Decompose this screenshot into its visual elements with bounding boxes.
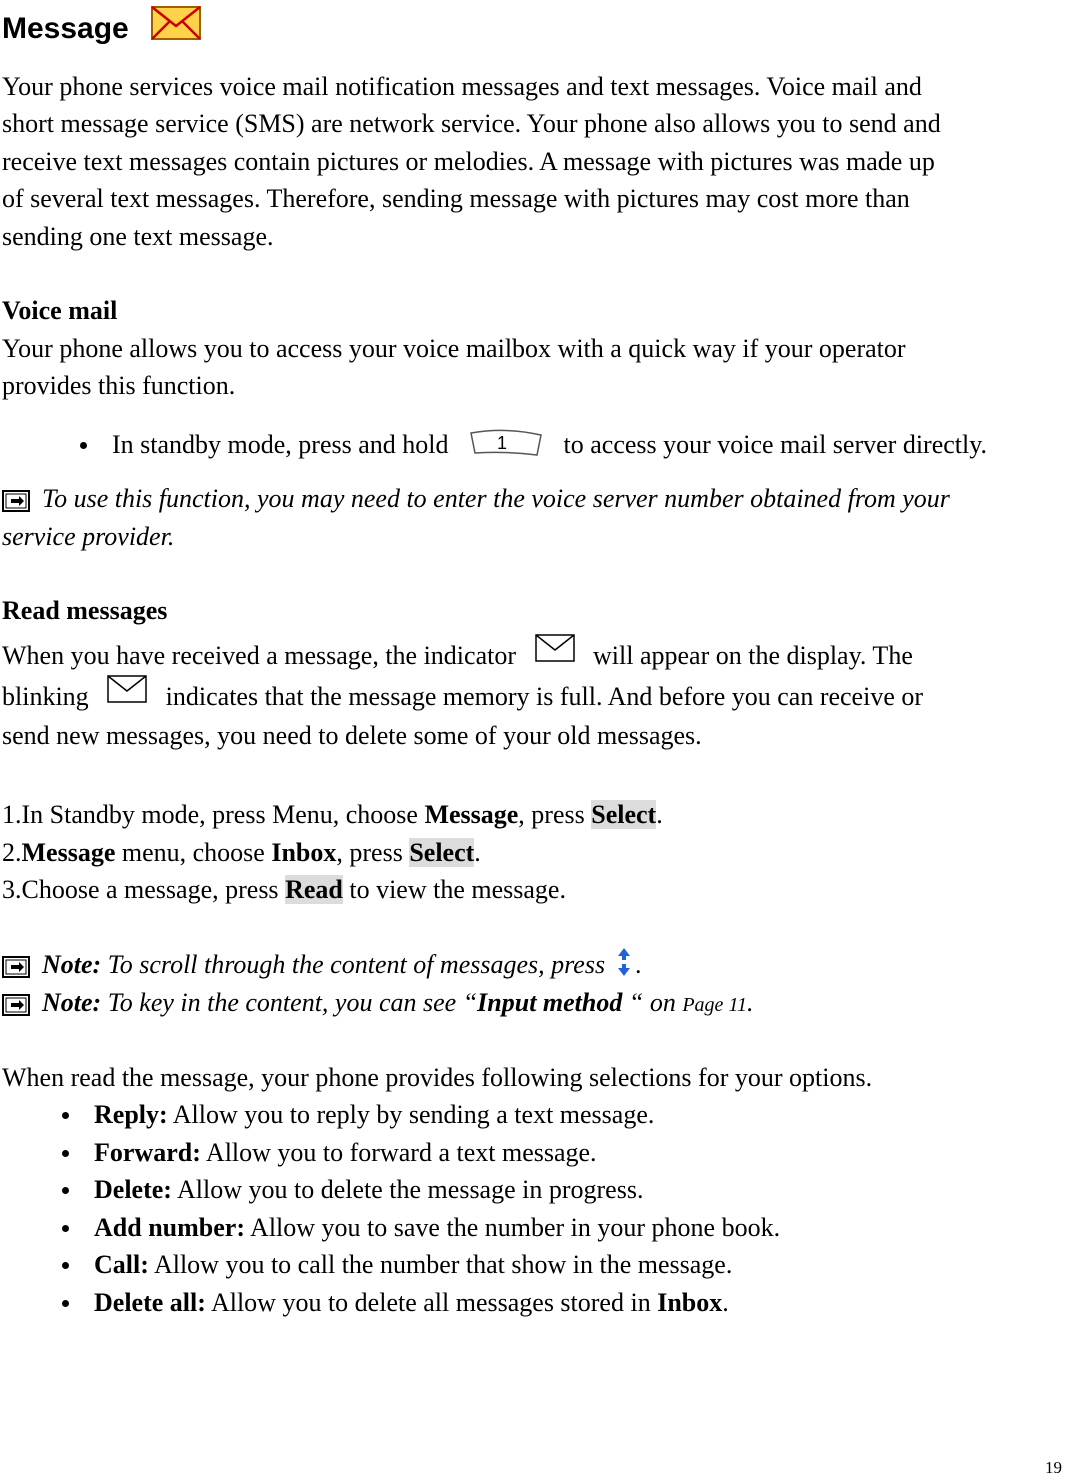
envelope-blinking-icon (107, 675, 147, 703)
bullet-dot (62, 1187, 69, 1194)
option-item (94, 1284, 729, 1321)
key-label: 1 (497, 433, 508, 453)
note-text: . (635, 950, 643, 979)
step-3 (2, 871, 566, 908)
bullet-dot (80, 442, 87, 449)
voice-mail-heading: Voice mail (2, 296, 118, 325)
read-key-label: Read (285, 875, 343, 904)
note-text: To scroll through the content of messages, press (101, 950, 606, 979)
voice-mail-note (2, 480, 950, 517)
note-scroll (2, 946, 642, 983)
note-icon (2, 994, 30, 1016)
note-label: Note: (42, 950, 102, 979)
option-bold: Inbox (657, 1288, 723, 1317)
bullet-text: In standby mode, press and hold (112, 430, 449, 459)
bullet-dot (62, 1112, 69, 1119)
up-down-arrow-icon (616, 947, 632, 977)
step-text: 2. (2, 838, 22, 867)
step-1 (2, 796, 663, 833)
option-text: Allow you to save the number in your phone book. (244, 1213, 781, 1242)
step-text: 3.Choose a message, press (2, 875, 286, 904)
option-label: Add number: (94, 1213, 245, 1242)
note-label: Note: (42, 988, 102, 1017)
option-text: Allow you to call the number that show in the message. (148, 1250, 733, 1279)
option-item (94, 1209, 780, 1246)
step-text: . (474, 838, 481, 867)
step-bold: Inbox (271, 838, 337, 867)
option-label: Reply: (94, 1100, 168, 1129)
note-text: To use this function, you may need to enter the voice server number obtained from your (42, 484, 950, 513)
page-reference: Page 11 (682, 994, 747, 1016)
voice-mail-note-cont: service provider. (2, 522, 175, 551)
option-text: Allow you to delete the message in progress. (171, 1175, 644, 1204)
line-text: indicates that the message memory is full. And before you can receive or (165, 682, 924, 711)
option-label: Call: (94, 1250, 149, 1279)
note-bold: Input method (477, 988, 623, 1017)
bullet-text-after: to access your voice mail server directly. (563, 430, 988, 459)
line-text: When you have received a message, the indicator (2, 641, 516, 670)
option-label: Forward: (94, 1138, 201, 1167)
bullet-dot (62, 1262, 69, 1269)
option-item (94, 1134, 597, 1171)
note-text: . (746, 988, 754, 1017)
step-bold: Message (21, 838, 116, 867)
title-text: Message (2, 12, 129, 45)
intro-line: receive text messages contain pictures or melodies. A message with pictures was made up (2, 147, 935, 176)
note-icon (2, 490, 30, 512)
intro-line: of several text messages. Therefore, sending message with pictures may cost more than (2, 184, 910, 213)
note-icon (2, 956, 30, 978)
option-label: Delete: (94, 1175, 172, 1204)
envelope-indicator-icon (535, 634, 575, 662)
step-text: . (656, 800, 663, 829)
step-text: menu, choose (115, 838, 272, 867)
option-item (94, 1171, 643, 1208)
option-text: . (722, 1288, 729, 1317)
voice-mail-line: Your phone allows you to access your voice mailbox with a quick way if your operator (2, 334, 906, 363)
step-2 (2, 834, 481, 871)
select-key-label: Select (409, 838, 475, 867)
select-key-label: Select (591, 800, 657, 829)
option-text: Allow you to delete all messages stored in (205, 1288, 658, 1317)
line-text: blinking (2, 682, 89, 711)
option-label: Delete all: (94, 1288, 206, 1317)
key-1-icon (467, 429, 545, 459)
read-messages-line (2, 634, 913, 674)
read-messages-heading: Read messages (2, 596, 168, 625)
envelope-color-icon (151, 6, 201, 40)
bullet-dot (62, 1150, 69, 1157)
step-text: to view the message. (342, 875, 566, 904)
step-text: , press (336, 838, 410, 867)
read-messages-line: send new messages, you need to delete some of your old messages. (2, 721, 702, 750)
line-text: will appear on the display. The (593, 641, 913, 670)
intro-line: sending one text message. (2, 222, 274, 251)
option-text: Allow you to forward a text message. (200, 1138, 597, 1167)
step-text: , press (518, 800, 592, 829)
page-title (2, 6, 201, 46)
bullet-dot (62, 1225, 69, 1232)
option-item (94, 1246, 732, 1283)
option-item (94, 1096, 654, 1133)
note-input-method (2, 984, 753, 1024)
page-number: 19 (1045, 1458, 1062, 1477)
options-intro: When read the message, your phone provides following selections for your options. (2, 1063, 873, 1092)
note-text: “ on (622, 988, 683, 1017)
step-bold: Message (424, 800, 519, 829)
read-messages-line (2, 675, 923, 715)
intro-line: short message service (SMS) are network service. Your phone also allows you to send and (2, 109, 941, 138)
voice-mail-line: provides this function. (2, 371, 236, 400)
step-text: 1.In Standby mode, press Menu, choose (2, 800, 425, 829)
bullet-dot (62, 1300, 69, 1307)
intro-line: Your phone services voice mail notification messages and text messages. Voice mail and (2, 72, 922, 101)
voice-mail-bullet (112, 426, 987, 463)
note-text: To key in the content, you can see “ (101, 988, 478, 1017)
option-text: Allow you to reply by sending a text message. (167, 1100, 655, 1129)
